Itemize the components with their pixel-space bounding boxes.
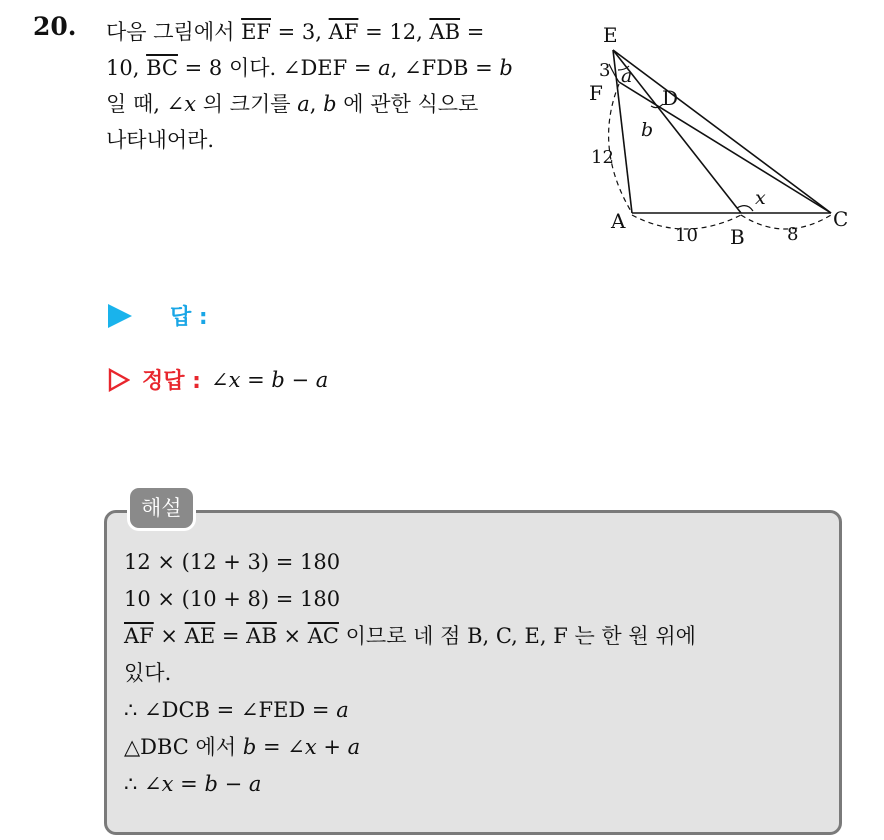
play-triangle-icon: [108, 304, 132, 328]
exp-l7-a: a: [248, 772, 262, 796]
angle-label-a: a: [621, 65, 633, 87]
exp-l7-eq: =: [173, 772, 205, 796]
question-line-4: 나타내어라.: [106, 128, 215, 152]
exp-line-6: [124, 729, 839, 766]
exp-line-4: 있다.: [124, 661, 172, 685]
explanation-tag: 해설: [130, 488, 193, 528]
var-x: x: [184, 92, 197, 116]
exp-seg-af: $\overline{AF}$: [124, 624, 154, 648]
exp-times-1: ×: [153, 624, 185, 648]
var-b: b: [499, 56, 513, 80]
q-prefix: 다음 그림에서: [106, 20, 242, 44]
label-f: F: [589, 81, 603, 105]
exp-l7-b: b: [204, 772, 218, 796]
solution-label: 정답 :: [142, 369, 201, 394]
question-text: [106, 14, 576, 158]
exp-l6-b: b: [242, 735, 257, 759]
exp-l7-minus: −: [217, 772, 249, 796]
arc-ef-brace: [609, 64, 619, 82]
segment-ef: $\overline{EF}$: [241, 20, 271, 44]
arc-bc-brace: [741, 215, 831, 229]
q-l2-prefix: 10,: [106, 56, 147, 80]
exp-seg-ae: $\overline{AE}$: [184, 624, 216, 648]
question-line-3: [106, 86, 576, 122]
var-a-2: a: [297, 92, 310, 116]
label-d: D: [662, 86, 679, 110]
exp-l7-x: x: [161, 772, 174, 796]
label-b: B: [730, 225, 745, 249]
exp-l6-prefix: △DBC 에서: [124, 735, 243, 759]
question-number: 20.: [33, 12, 77, 41]
exp-seg-ac: $\overline{AC}$: [307, 624, 339, 648]
q-eq1: = 3,: [270, 20, 329, 44]
q-l2-mid: = 8 이다. ∠DEF =: [177, 56, 379, 80]
exp-seg-ab: $\overline{AB}$: [246, 624, 277, 648]
var-a: a: [378, 56, 391, 80]
q-l3-mid2: ,: [309, 92, 324, 116]
q-eq2: = 12,: [358, 20, 430, 44]
measure-bc: 8: [787, 224, 799, 245]
exp-l5-prefix: ∴ ∠DCB = ∠FED =: [124, 698, 337, 722]
measure-ef: 3: [599, 60, 611, 81]
exp-line-2: 10 × (10 + 8) = 180: [124, 587, 341, 611]
question-line-1: [106, 14, 576, 50]
solution-value: ∠x = b − a: [210, 367, 329, 392]
measure-af: 12: [591, 147, 614, 168]
exp-eq: =: [215, 624, 247, 648]
exp-line-1: 12 × (12 + 3) = 180: [124, 550, 341, 574]
exp-line-5: [124, 692, 839, 729]
exp-times-2: ×: [276, 624, 308, 648]
exp-l6-x: x: [304, 735, 317, 759]
exp-l3-tail: 이므로 네 점 B, C, E, F 는 한 원 위에: [338, 624, 696, 648]
exp-l7-prefix: ∴ ∠: [124, 772, 162, 796]
outline-triangle-icon: [108, 368, 130, 392]
angle-label-b: b: [641, 119, 654, 141]
solution-row: [108, 364, 328, 395]
angle-label-x: x: [755, 187, 766, 209]
answer-row: [108, 300, 208, 331]
measure-ab: 10: [675, 225, 698, 246]
q-eq3: =: [460, 20, 485, 44]
q-l3-prefix: 일 때, ∠: [106, 92, 185, 116]
exp-l5-a: a: [336, 698, 349, 722]
answer-label: 답 :: [170, 305, 208, 330]
exp-l6-plus: +: [316, 735, 348, 759]
exp-l6-mid: = ∠: [256, 735, 305, 759]
q-l3-mid: 의 크기를: [196, 92, 298, 116]
exp-line-7: [124, 766, 839, 803]
exp-line-3: [124, 618, 839, 655]
geometry-figure: [585, 18, 865, 258]
exp-l6-a: a: [347, 735, 361, 759]
q-l2-mid2: , ∠FDB =: [390, 56, 500, 80]
label-e: E: [603, 23, 618, 47]
explanation-lines: [124, 544, 839, 803]
question-line-2: [106, 50, 576, 86]
segment-ab: $\overline{AB}$: [429, 20, 461, 44]
label-c: C: [833, 207, 849, 231]
q-l3-suffix: 에 관한 식으로: [336, 92, 479, 116]
var-b-2: b: [323, 92, 337, 116]
segment-bc: $\overline{BC}$: [146, 56, 178, 80]
label-a: A: [611, 209, 626, 233]
segment-af: $\overline{AF}$: [328, 20, 359, 44]
